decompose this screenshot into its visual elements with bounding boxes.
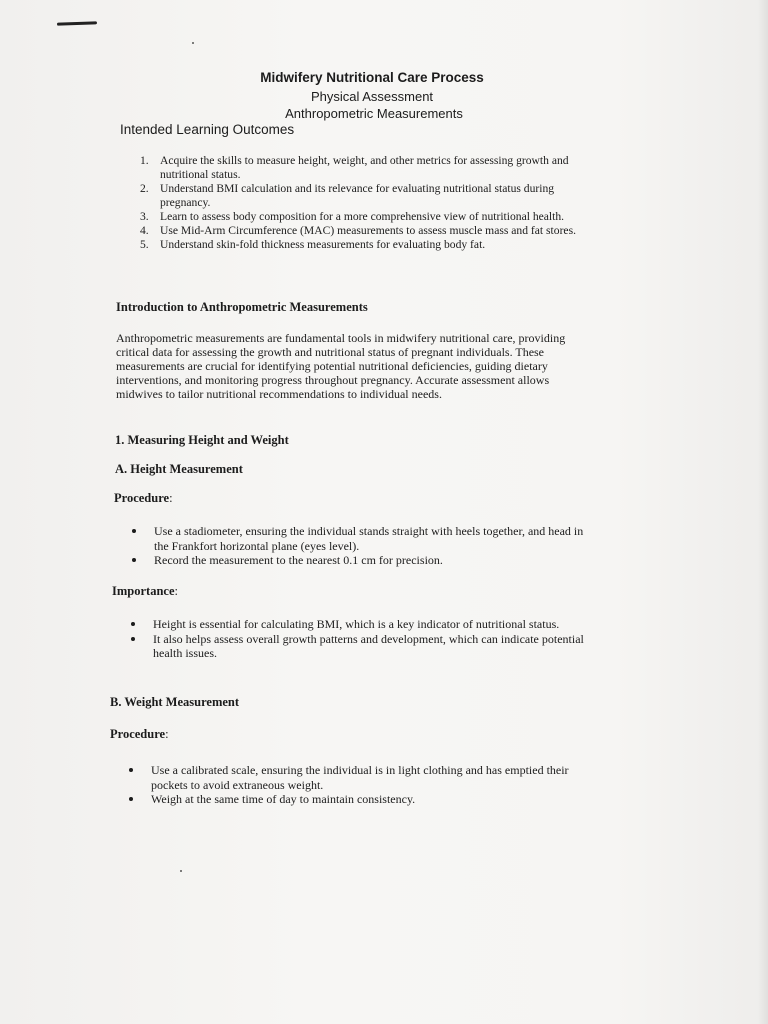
- scan-mark: [57, 21, 97, 25]
- height-importance-list: [129, 617, 599, 661]
- list-item: [127, 763, 582, 792]
- intro-paragraph: Anthropometric measurements are fundamental tools in midwifery nutritional care, providing critical data for assessing the growth and nutritional status of pregnant individuals. These measurements are crucial for identifying potential nutritional deficiencies, guiding dietary interventions, and monitoring progress throughout pregnancy. Accurate assessment allows midwives to tailor nutritional recommendations to individual needs.: [116, 331, 566, 401]
- list-item: [130, 524, 595, 553]
- importance-label: Importance: [112, 584, 175, 598]
- page-edge-shadow: [758, 0, 768, 1024]
- outcome-item: [138, 224, 598, 238]
- outcome-number: 5.: [140, 238, 149, 251]
- procedure-heading: Procedure:: [114, 491, 173, 505]
- outcome-text: Use Mid-Arm Circumference (MAC) measurements to assess muscle mass and fat stores.: [160, 224, 576, 237]
- weight-procedure-list: [127, 763, 582, 807]
- bullet-icon: [129, 768, 133, 772]
- subsection-heading-height: A. Height Measurement: [115, 462, 243, 476]
- procedure-label: Procedure: [114, 491, 170, 505]
- outcome-number: 3.: [140, 210, 149, 223]
- subsection-heading-weight: B. Weight Measurement: [110, 695, 240, 709]
- height-procedure-list: [130, 524, 595, 568]
- procedure-heading-weight: Procedure:: [110, 727, 169, 741]
- document-title: Midwifery Nutritional Care Process: [260, 70, 484, 85]
- intro-heading: Introduction to Anthropometric Measurements: [116, 300, 368, 314]
- list-item: [129, 617, 599, 632]
- learning-outcomes-list: [138, 154, 598, 252]
- list-item: [127, 792, 582, 807]
- learning-outcomes-heading: Intended Learning Outcomes: [120, 122, 295, 137]
- list-item-text: It also helps assess overall growth patterns and development, which can indicate potential health issues.: [153, 631, 584, 660]
- bullet-icon: [129, 797, 133, 801]
- list-item-text: Use a stadiometer, ensuring the individual stands straight with heels together, and head in the Frankfort horizontal plane (eyes level).: [154, 524, 584, 553]
- outcome-number: 4.: [140, 224, 149, 237]
- outcome-text: Acquire the skills to measure height, weight, and other metrics for assessing growth and nutritional status.: [160, 154, 569, 181]
- list-item-text: Record the measurement to the nearest 0.1 cm for precision.: [154, 553, 443, 567]
- list-item: [130, 553, 595, 568]
- section-heading-height-weight: 1. Measuring Height and Weight: [115, 433, 289, 447]
- outcome-text: Understand BMI calculation and its relevance for evaluating nutritional status during pregnancy.: [160, 182, 555, 209]
- scan-speck: [180, 870, 182, 872]
- importance-heading: Importance:: [112, 584, 178, 598]
- list-item-text: Height is essential for calculating BMI, which is a key indicator of nutritional status.: [153, 617, 560, 631]
- scan-speck: [192, 42, 194, 44]
- outcome-text: Learn to assess body composition for a more comprehensive view of nutritional health.: [160, 210, 565, 223]
- bullet-icon: [131, 637, 135, 641]
- outcome-item: [138, 182, 598, 210]
- bullet-icon: [131, 622, 135, 626]
- outcome-text: Understand skin-fold thickness measurements for evaluating body fat.: [160, 238, 486, 251]
- outcome-number: 2.: [140, 182, 149, 195]
- procedure-label: Procedure: [110, 727, 166, 741]
- outcome-number: 1.: [140, 154, 149, 167]
- document-subtitle-anthropometric: Anthropometric Measurements: [285, 106, 463, 121]
- bullet-icon: [132, 558, 136, 562]
- list-item-text: Use a calibrated scale, ensuring the individual is in light clothing and has emptied their pockets to avoid extraneous weight.: [151, 763, 569, 792]
- outcome-item: [138, 210, 598, 224]
- document-subtitle-physical: Physical Assessment: [310, 89, 434, 104]
- list-item-text: Weigh at the same time of day to maintain consistency.: [151, 792, 416, 806]
- outcome-item: [138, 154, 598, 182]
- outcome-item: [138, 238, 598, 252]
- bullet-icon: [132, 529, 136, 533]
- list-item: [129, 632, 599, 661]
